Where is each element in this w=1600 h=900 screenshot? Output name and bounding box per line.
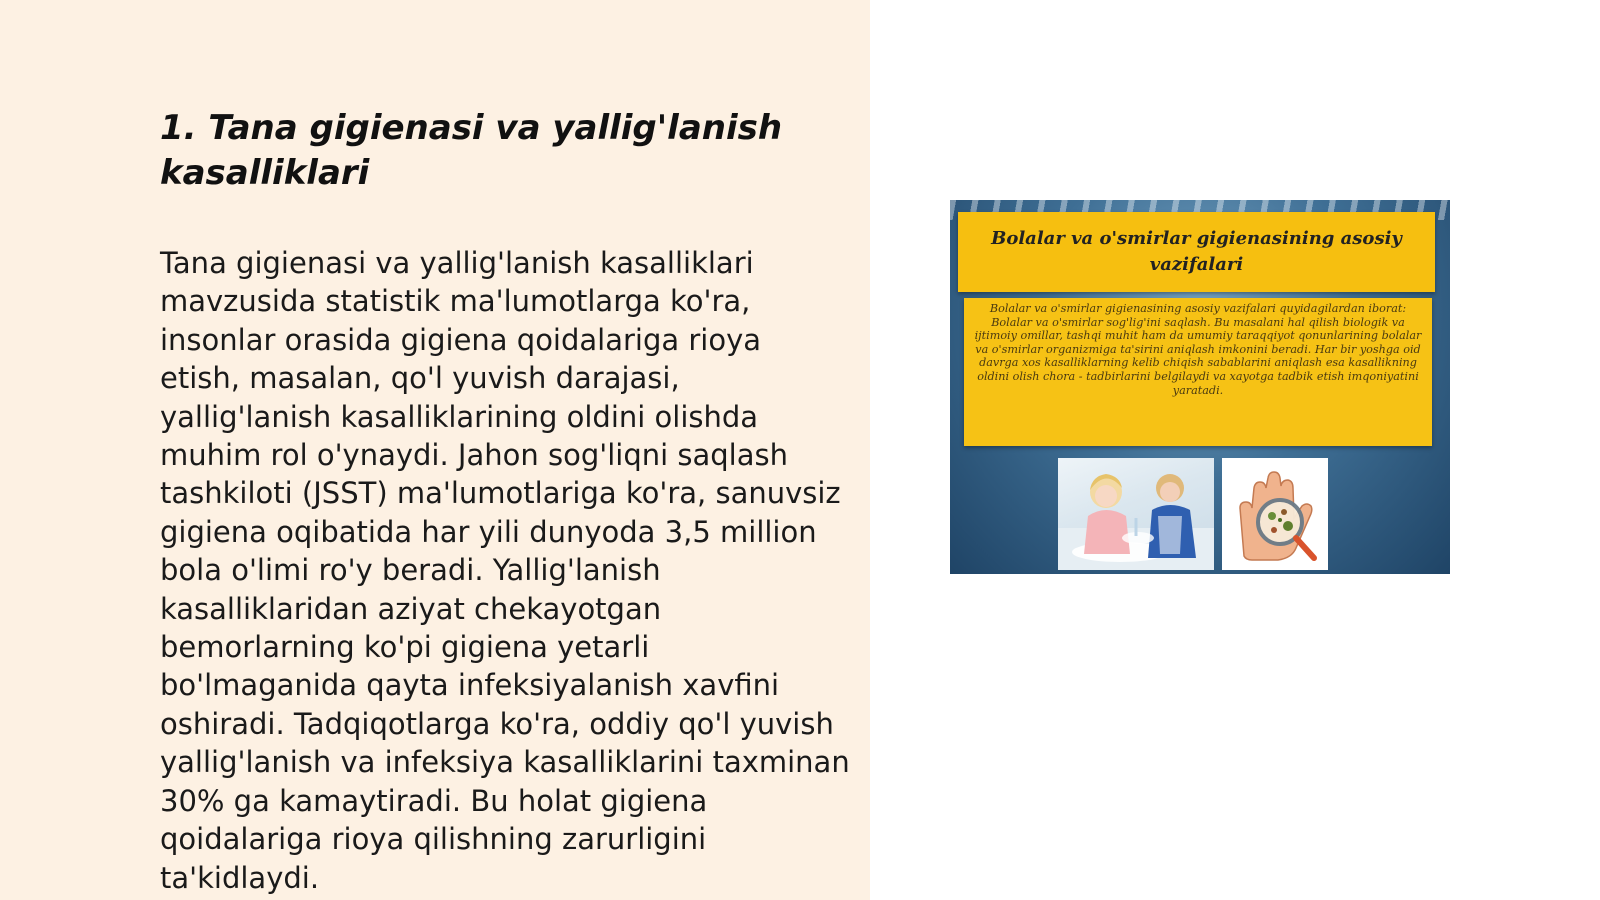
hand-magnifier-icon xyxy=(1222,458,1328,570)
slide-body-text: Tana gigienasi va yallig'lanish kasalliklari mavzusida statistik ma'lumotlarga ko'ra, insonlar orasida gigiena qoidalariga rioya etish, masalan, qo'l yuvish darajasi, yallig'lanish kasalliklarining oldini olishda muhim rol o'ynaydi. Jahon sog'liqni saqlash tashkiloti (JSST) ma'lumotlariga ko'ra, sanuvsiz gigiena oqibatida har yili dunyoda 3,5 million bola o'limi ro'y beradi. Yallig'lanish kasalliklaridan aziyat chekayotgan bemorlarning ko'pi gigiena yetarli bo'lmaganida qayta infeksiyalanish xavfini oshiradi. Tadqiqotlarga ko'ra, oddiy qo'l yuvish yallig'lanish va infeksiya kasalliklarini taxminan 30% ga kamaytiradi. Bu holat gigiena qoidalariga rioya qilishning zarurligini ta'kidlaydi. xyxy=(160,246,850,895)
infographic-heading-banner xyxy=(958,212,1435,292)
children-illustration xyxy=(1058,458,1214,570)
infographic-text-box: Bolalar va o'smirlar gigienasining asosiy vazifalari quyidagilardan iborat: Bolalar va o'smirlar sog'lig'ini saqlash. Bu masalani hal qilish biologik va ijtimoiy omillar, tashqi muhit ham da umumiy taraqqiyot qonunlarining bolalar va o'smirlar organizmiga ta'sirini aniqlash imkonini beradi. Har bir yoshga oid davrga xos kasalliklarning kelib chiqish sabablarini aniqlash esa kasallikning oldini olish chora - tadbirlarini belgilaydi va xayotga tadbik etish imqoniyatini yaratadi. xyxy=(964,298,1432,446)
children-washing-hands-photo xyxy=(1058,458,1214,570)
slide-title: 1. Tana gigienasi va yallig'lanish kasalliklari xyxy=(160,108,783,193)
hygiene-infographic xyxy=(950,200,1450,574)
germs-on-hand-illustration xyxy=(1222,458,1328,570)
infographic-heading: Bolalar va o'smirlar gigienasining asosiy vazifalari xyxy=(991,228,1402,275)
